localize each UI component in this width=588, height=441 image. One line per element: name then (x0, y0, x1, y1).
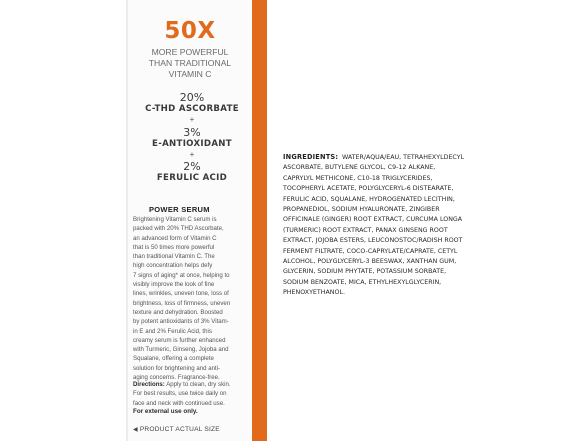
ingredients-line: WATER/AQUA/EAU, TETRAHEXYLDECYL (342, 154, 465, 161)
active-ingredient (132, 127, 252, 149)
headline-sub-line: THAN TRADITIONAL (148, 58, 232, 68)
serum-line: that is 50 times more powerful (133, 243, 215, 251)
active-percent: 20% (179, 91, 205, 104)
ingredients-line: OFFICINALE (GINGER) ROOT EXTRACT, CURCUMA LONGA (283, 216, 463, 224)
accent-strip (252, 0, 267, 441)
triangle-left-icon: ◀ (133, 427, 138, 433)
headline-sub-line: MORE POWERFUL (151, 47, 229, 57)
headline-sub (135, 47, 245, 80)
ingredients-line: SODIUM BENZOATE, MICA, ETHYLHEXYLGLYCERIN, (283, 278, 442, 286)
active-percent: 2% (183, 160, 201, 173)
ingredients-line: ASCORBATE, BUTYLENE GLYCOL, C9-12 ALKANE, (283, 164, 436, 172)
headline: 50X (164, 18, 216, 44)
active-name: C-THD ASCORBATE (145, 104, 239, 114)
serum-line: 7 signs of aging* at once, helping to (133, 271, 230, 279)
ingredients-line: CAPRYLYL METHICONE, C10-18 TRIGLYCERIDES, (283, 174, 433, 182)
serum-title: POWER SERUM (149, 205, 210, 214)
serum-line: an advanced form of Vitamin C (133, 234, 217, 242)
plus-sign: + (189, 150, 195, 159)
ingredients-line: PROPANEDIOL, SODIUM HYALURONATE, ZINGIBER (283, 206, 440, 214)
active-name: E-ANTIOXIDANT (152, 139, 232, 149)
directions-line (133, 380, 251, 389)
serum-line: packed with 20% THD Ascorbate, (133, 225, 224, 233)
serum-description (133, 215, 251, 382)
directions-text: Apply to clean, dry skin. (164, 381, 231, 388)
serum-line: lines, wrinkles, uneven tone, loss of (133, 290, 229, 298)
serum-line: Brightening Vitamin C serum is (133, 216, 217, 223)
serum-line: in E and 2% Ferulic Acid, this (133, 327, 212, 335)
plus-sign: + (189, 115, 195, 124)
actual-size-label: PRODUCT ACTUAL SIZE (139, 426, 220, 433)
directions-line: face and neck with continued use. (133, 399, 225, 407)
panel-edge (126, 0, 128, 441)
active-ingredient (132, 92, 252, 114)
serum-line: visibly improve the look of fine (133, 281, 215, 289)
active-name: FERULIC ACID (156, 173, 228, 183)
directions-label: Directions: (133, 381, 165, 388)
external-use-warning: For external use only. (133, 408, 198, 415)
active-percent: 3% (183, 126, 201, 139)
ingredients-line: ALCOHOL, POLYGLYCERYL-3 BEESWAX, XANTHAN GUM, (283, 258, 457, 266)
serum-line: texture and dehydration. Boosted (133, 308, 223, 316)
serum-line: high concentration helps defy (133, 262, 213, 270)
ingredients-line: FERULIC ACID, SQUALANE, HYDROGENATED LECITHIN, (283, 195, 455, 203)
ingredients-line: EXTRACT, JOJOBA ESTERS, LEUCONOSTOC/RADISH ROOT (283, 237, 463, 245)
serum-line: creamy serum is further enhanced (133, 336, 226, 344)
serum-line: with Turmeric, Ginseng, Jojoba and (133, 346, 229, 354)
ingredients-label: INGREDIENTS: (283, 153, 339, 161)
active-ingredient (132, 161, 252, 183)
serum-line: Squalane, offering a complete (133, 355, 214, 363)
ingredients-line: TOCOPHERYL ACETATE, POLYGLYCERYL-6 DISTEARATE, (283, 185, 454, 193)
ingredients-line: FERMENT FILTRATE, COCO-CAPRYLATE/CAPRATE, CETYL (283, 247, 458, 255)
ingredients-line: GLYCERIN, SODIUM PHYTATE, POTASSIUM SORBATE, (283, 268, 447, 276)
directions (133, 380, 251, 408)
actual-size-note (133, 426, 220, 433)
ingredients-line: (TURMERIC) ROOT EXTRACT, PANAX GINSENG ROOT (283, 226, 448, 234)
serum-line: aging concerns. Fragrance-free. (133, 374, 220, 382)
serum-line: by potent antioxidants of 3% Vitam- (133, 318, 229, 326)
headline-sub-line: VITAMIN C (168, 69, 212, 79)
serum-line: than traditional Vitamin C. The (133, 253, 215, 261)
ingredients-line: PHENOXYETHANOL. (283, 289, 345, 297)
ingredients-list (283, 153, 495, 299)
directions-line: For best results, use twice daily on (133, 390, 227, 398)
serum-line: brightness, loss of firmness, uneven (133, 299, 231, 307)
serum-line: solution for brightening and anti- (133, 364, 221, 372)
